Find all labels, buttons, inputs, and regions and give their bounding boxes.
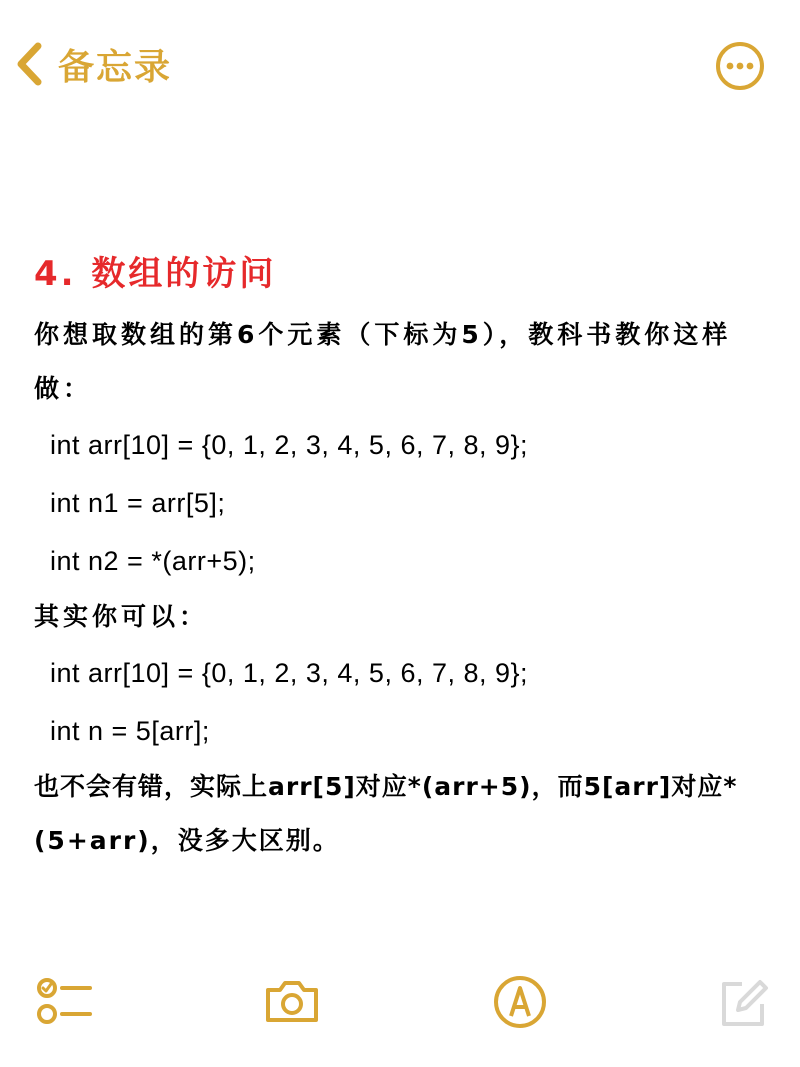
checklist-button[interactable] — [34, 972, 94, 1032]
back-label: 备忘录 — [58, 46, 173, 88]
more-options-button[interactable] — [714, 40, 766, 92]
closing-line-2: (5+arr)，没多大区别。 — [34, 826, 340, 855]
markup-button[interactable] — [490, 972, 550, 1032]
closing-line-1: 也不会有错，实际上arr[5]对应*(arr+5)，而5[arr]对应* — [34, 772, 738, 801]
camera-button[interactable] — [262, 972, 322, 1032]
compose-icon — [714, 972, 774, 1032]
chevron-left-icon — [14, 41, 44, 87]
code-line: int n1 = arr[5]; — [50, 488, 226, 518]
code-line: int n2 = *(arr+5); — [50, 546, 256, 576]
note-title: 4. 数组的访问 — [34, 254, 277, 294]
middle-text: 其实你可以： — [34, 602, 209, 631]
navigation-bar — [0, 0, 800, 130]
code-line: int arr[10] = {0, 1, 2, 3, 4, 5, 6, 7, 8, 9}; — [50, 430, 529, 460]
bottom-toolbar — [0, 962, 800, 1042]
back-button[interactable] — [14, 38, 172, 90]
code-line: int arr[10] = {0, 1, 2, 3, 4, 5, 6, 7, 8, 9}; — [50, 658, 529, 688]
ellipsis-circle-icon — [714, 40, 766, 92]
intro-line-2: 做： — [34, 374, 93, 403]
checklist-icon — [34, 972, 94, 1032]
code-line: int n = 5[arr]; — [50, 716, 210, 746]
pen-markup-icon — [490, 972, 550, 1032]
compose-button[interactable] — [714, 972, 774, 1032]
note-content[interactable] — [34, 246, 770, 868]
camera-icon — [262, 972, 322, 1032]
intro-line-1: 你想取数组的第6个元素（下标为5），教科书教你这样 — [34, 320, 732, 349]
